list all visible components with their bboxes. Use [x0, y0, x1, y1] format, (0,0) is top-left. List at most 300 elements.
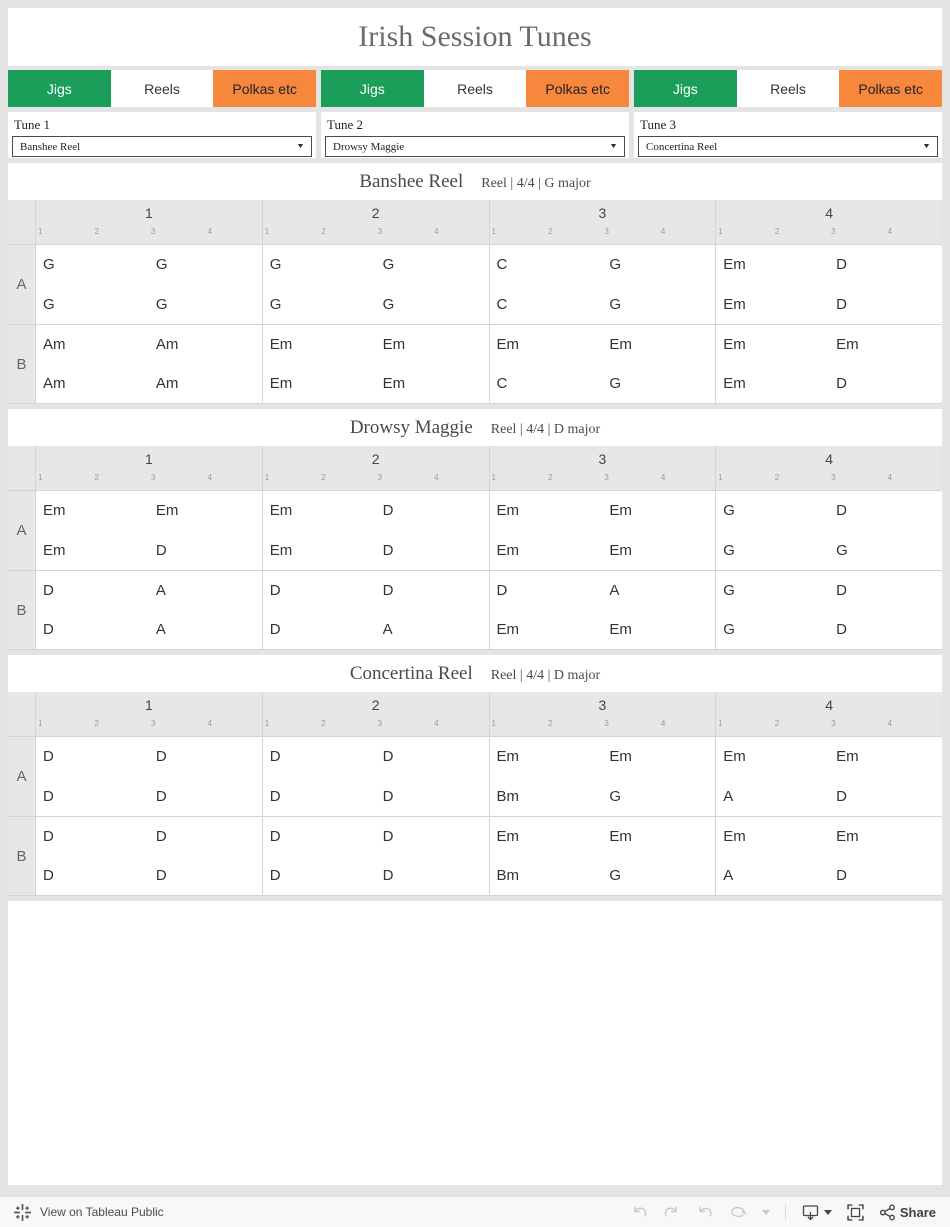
tune-section-header: [8, 163, 942, 200]
chord-line: [716, 531, 942, 571]
beat-number: 3: [150, 473, 156, 482]
bar-cell: [36, 817, 263, 895]
beat-row: [716, 470, 942, 490]
chord-mark[interactable]: A: [382, 621, 393, 638]
beat-number: 2: [94, 227, 99, 236]
grid-body: [8, 244, 942, 404]
chord-line: [263, 571, 489, 610]
chord-mark[interactable]: Bm: [496, 787, 519, 805]
chord-mark[interactable]: A: [723, 867, 734, 884]
bar-number: 2: [371, 697, 380, 713]
chord-line: [716, 571, 942, 610]
chord-mark[interactable]: D: [382, 787, 394, 805]
chord-mark[interactable]: Em: [496, 502, 519, 520]
chord-mark[interactable]: Am: [155, 375, 179, 392]
chord-mark[interactable]: Em: [609, 541, 632, 559]
chord-mark[interactable]: G: [155, 256, 168, 274]
beat-number: 2: [94, 719, 99, 728]
beat-number: 1: [264, 473, 270, 482]
chord-mark[interactable]: Em: [155, 502, 179, 520]
chord-line: [36, 325, 262, 364]
bar-header: [716, 692, 942, 736]
beat-number: 1: [38, 473, 43, 482]
chord-mark[interactable]: D: [269, 867, 281, 884]
chord-line: [490, 491, 716, 531]
filter-button-jigs[interactable]: Jigs: [8, 70, 111, 107]
chord-line: [716, 364, 942, 403]
share-button[interactable]: [879, 1204, 936, 1221]
bar-number: 2: [371, 451, 380, 467]
bar-cell: [263, 737, 490, 816]
beat-number: 2: [547, 473, 553, 482]
chord-mark[interactable]: D: [382, 828, 394, 845]
chord-line: [263, 737, 489, 777]
chord-mark[interactable]: G: [382, 256, 395, 274]
tune-meta: Reel | 4/4 | D major: [490, 422, 601, 437]
chord-mark[interactable]: A: [155, 621, 166, 638]
chord-line: [36, 777, 262, 817]
dropdown-caret-icon: ▼: [922, 143, 932, 150]
bar-number: 1: [144, 451, 153, 467]
chord-line: [36, 531, 262, 571]
chord-mark[interactable]: D: [269, 582, 281, 599]
toolbar-actions: [630, 1204, 936, 1221]
beat-number: 4: [660, 227, 666, 236]
tune-section-banshee-reel: [8, 163, 942, 404]
bar-cell: [36, 737, 263, 816]
chord-mark[interactable]: Em: [496, 828, 519, 845]
redo-button[interactable]: [663, 1205, 681, 1219]
bar-cell: [716, 571, 942, 649]
chord-mark[interactable]: G: [723, 502, 735, 520]
beat-number: 2: [94, 473, 99, 482]
bar-number: 2: [371, 205, 380, 221]
beat-row: [716, 716, 942, 736]
chord-mark[interactable]: Em: [269, 541, 293, 559]
grid-corner: [8, 446, 36, 490]
grid-header: [8, 446, 942, 490]
chord-line: [490, 571, 716, 610]
bar-cell: [490, 737, 717, 816]
tune-section-header: [8, 409, 942, 446]
tune-selector-row: [8, 112, 942, 158]
chord-mark[interactable]: Em: [723, 256, 746, 274]
chord-mark[interactable]: G: [269, 295, 282, 313]
chord-mark[interactable]: D: [382, 502, 394, 520]
chord-mark[interactable]: D: [382, 867, 394, 884]
beat-number: 2: [774, 473, 780, 482]
filter-button-polkas-etc[interactable]: Polkas etc: [839, 70, 942, 107]
chord-mark[interactable]: D: [43, 787, 54, 805]
filter-button-reels[interactable]: Reels: [737, 70, 840, 107]
bar-cell: [490, 817, 717, 895]
bar-header: [490, 446, 717, 490]
chord-mark[interactable]: Em: [43, 502, 66, 520]
beat-number: 3: [831, 227, 836, 236]
bar-cell: [36, 491, 263, 570]
beat-number: 4: [207, 473, 212, 482]
chord-mark[interactable]: C: [496, 375, 508, 392]
beat-number: 4: [434, 227, 439, 236]
view-on-tableau-public-link[interactable]: [14, 1204, 164, 1221]
bar-number: 3: [598, 451, 607, 467]
redo-icon: [663, 1205, 681, 1219]
chord-mark[interactable]: Em: [269, 375, 293, 392]
chord-mark[interactable]: G: [723, 621, 735, 638]
chord-mark[interactable]: Em: [836, 336, 859, 353]
chord-mark[interactable]: C: [496, 256, 508, 274]
chord-line: [716, 610, 942, 649]
bar-cell: [263, 571, 490, 649]
part-label: B: [8, 817, 36, 895]
bar-cell: [490, 571, 717, 649]
fullscreen-icon: [847, 1204, 864, 1221]
bar-number: 4: [825, 697, 834, 713]
chord-line: [716, 285, 942, 325]
chord-mark[interactable]: Em: [496, 748, 519, 766]
chord-line: [36, 610, 262, 649]
part-label: A: [8, 491, 36, 570]
bar-header: [263, 692, 490, 736]
chord-line: [36, 571, 262, 610]
chord-line: [716, 777, 942, 817]
filter-button-polkas-etc[interactable]: Polkas etc: [526, 70, 629, 107]
view-on-tableau-public-label: View on Tableau Public: [40, 1205, 164, 1219]
tune-meta: Reel | 4/4 | D major: [490, 668, 601, 683]
chord-line: [490, 325, 716, 364]
tune-select-1[interactable]: [12, 136, 312, 157]
chord-mark[interactable]: D: [382, 748, 394, 766]
chord-mark[interactable]: Em: [723, 295, 746, 313]
chord-mark[interactable]: Em: [382, 336, 406, 353]
tune-title: Drowsy Maggie: [349, 417, 473, 438]
chord-mark[interactable]: G: [609, 787, 622, 805]
tune-selector-label: Tune 2: [327, 117, 364, 132]
row-bars: [36, 737, 942, 816]
chord-mark[interactable]: D: [269, 787, 281, 805]
chord-line: [716, 325, 942, 364]
part-row-b: [8, 324, 942, 404]
bar-cell: [490, 325, 717, 403]
chord-mark[interactable]: D: [155, 828, 167, 845]
filter-button-jigs[interactable]: Jigs: [321, 70, 424, 107]
bar-cell: [36, 571, 263, 649]
chord-mark[interactable]: G: [43, 256, 55, 274]
beat-row: [263, 716, 489, 736]
row-bars: [36, 491, 942, 570]
filter-button-polkas-etc[interactable]: Polkas etc: [213, 70, 316, 107]
chord-line: [490, 856, 716, 895]
dropdown-caret-icon: ▼: [609, 143, 619, 150]
bar-header: [490, 692, 717, 736]
chord-line: [36, 491, 262, 531]
chord-line: [263, 491, 489, 531]
chord-mark[interactable]: D: [382, 541, 394, 559]
tune-section-drowsy-maggie: [8, 409, 942, 650]
chord-line: [490, 531, 716, 571]
chord-mark[interactable]: D: [43, 828, 54, 845]
dashboard-title-panel: [8, 8, 942, 66]
chord-mark[interactable]: D: [836, 375, 847, 392]
chord-line: [490, 285, 716, 325]
empty-canvas: [8, 901, 942, 1185]
bar-number: 1: [144, 205, 153, 221]
tune-section-header: [8, 655, 942, 692]
bar-cell: [263, 245, 490, 324]
chord-mark[interactable]: Bm: [496, 867, 519, 884]
beat-number: 2: [321, 473, 326, 482]
chord-line: [36, 817, 262, 856]
chord-mark[interactable]: D: [836, 256, 847, 274]
refresh-button[interactable]: [729, 1205, 747, 1219]
chord-mark[interactable]: Em: [723, 748, 746, 766]
chord-mark[interactable]: Em: [496, 541, 519, 559]
chord-mark[interactable]: D: [836, 295, 847, 313]
tune-select-3[interactable]: [638, 136, 938, 157]
fullscreen-button[interactable]: [847, 1204, 864, 1221]
part-label: A: [8, 245, 36, 324]
beat-number: 3: [604, 719, 609, 728]
selected-tune-value: Banshee Reel: [20, 140, 81, 153]
beat-number: 4: [887, 473, 893, 482]
tune-type-filter-row: [8, 70, 942, 107]
chord-mark[interactable]: D: [43, 621, 54, 638]
beat-row: [36, 224, 262, 244]
refresh-icon: [729, 1205, 747, 1219]
bar-cell: [36, 245, 263, 324]
chord-mark[interactable]: Am: [155, 336, 179, 353]
bar-header: [36, 692, 263, 736]
device-layout-caret-button[interactable]: [762, 1210, 770, 1215]
chord-mark[interactable]: C: [496, 295, 508, 313]
beat-number: 4: [434, 473, 439, 482]
chord-line: [36, 285, 262, 325]
bar-cell: [716, 245, 942, 324]
chord-mark[interactable]: Em: [43, 541, 66, 559]
filter-button-reels[interactable]: Reels: [424, 70, 527, 107]
bar-header: [263, 446, 490, 490]
chord-mark[interactable]: Am: [43, 336, 66, 353]
row-bars: [36, 245, 942, 324]
bar-cell: [263, 817, 490, 895]
chord-mark[interactable]: D: [155, 748, 167, 766]
share-button-label: Share: [899, 1204, 936, 1220]
chord-mark[interactable]: G: [269, 256, 282, 274]
beat-number: 1: [38, 227, 43, 236]
filter-group-3: [634, 70, 942, 107]
chord-mark[interactable]: D: [269, 748, 281, 766]
download-caret-icon: [824, 1210, 832, 1215]
beat-number: 1: [264, 719, 270, 728]
chord-line: [263, 285, 489, 325]
caret-down-icon: [762, 1210, 770, 1215]
chord-mark[interactable]: Em: [723, 375, 746, 392]
grid-corner: [8, 200, 36, 244]
chord-line: [263, 245, 489, 285]
chord-mark[interactable]: G: [609, 256, 622, 274]
filter-button-jigs[interactable]: Jigs: [634, 70, 737, 107]
beat-number: 3: [831, 719, 836, 728]
bar-cell: [36, 325, 263, 403]
chord-mark[interactable]: G: [155, 295, 168, 313]
download-icon: [801, 1204, 820, 1221]
chord-line: [263, 610, 489, 649]
chord-mark[interactable]: Em: [269, 502, 293, 520]
chord-mark[interactable]: Em: [836, 748, 859, 766]
bar-cell: [490, 245, 717, 324]
chord-mark[interactable]: G: [723, 582, 735, 599]
chord-mark[interactable]: Em: [609, 502, 632, 520]
chord-mark[interactable]: G: [723, 541, 735, 559]
beat-number: 3: [377, 473, 383, 482]
tune-selector-label: Tune 3: [640, 117, 677, 132]
beat-number: 1: [718, 473, 723, 482]
chord-mark[interactable]: D: [836, 582, 847, 599]
tune-title: Banshee Reel: [359, 171, 464, 192]
chord-mark[interactable]: D: [496, 582, 508, 599]
chord-mark[interactable]: D: [382, 582, 394, 599]
chord-mark[interactable]: G: [836, 541, 848, 559]
chord-mark[interactable]: Em: [609, 336, 632, 353]
chord-mark[interactable]: D: [155, 787, 167, 805]
chord-mark[interactable]: G: [609, 375, 622, 392]
chord-mark[interactable]: D: [836, 621, 847, 638]
chord-mark[interactable]: D: [269, 828, 281, 845]
grid-body: [8, 490, 942, 650]
chord-mark[interactable]: G: [609, 867, 622, 884]
chord-mark[interactable]: Em: [723, 828, 746, 845]
bar-cell: [490, 491, 717, 570]
bar-cell: [716, 737, 942, 816]
download-button[interactable]: [801, 1204, 832, 1221]
chord-mark[interactable]: Am: [43, 375, 66, 392]
chord-line: [36, 737, 262, 777]
chord-mark[interactable]: D: [269, 621, 281, 638]
chord-mark[interactable]: Em: [496, 621, 519, 638]
revert-button[interactable]: [696, 1205, 714, 1219]
bar-header: [263, 200, 490, 244]
grid-header: [8, 200, 942, 244]
grid-header: [8, 692, 942, 736]
tableau-toolbar: [0, 1196, 950, 1227]
beat-number: 2: [547, 227, 553, 236]
chord-mark[interactable]: D: [155, 541, 167, 559]
chord-mark[interactable]: G: [43, 295, 55, 313]
tune-selector-panel-3: [634, 112, 942, 158]
filter-button-reels[interactable]: Reels: [111, 70, 214, 107]
beat-row: [490, 716, 716, 736]
beat-number: 3: [377, 719, 383, 728]
beat-row: [36, 470, 262, 490]
beat-number: 3: [377, 227, 383, 236]
beat-number: 4: [660, 473, 666, 482]
chord-mark[interactable]: G: [382, 295, 395, 313]
beat-number: 2: [547, 719, 553, 728]
chord-mark[interactable]: G: [609, 295, 622, 313]
chord-mark[interactable]: Em: [382, 375, 406, 392]
page-title: Irish Session Tunes: [358, 20, 592, 53]
beat-number: 4: [207, 227, 212, 236]
chord-mark[interactable]: A: [723, 787, 734, 805]
chord-line: [490, 817, 716, 856]
dashboard: [8, 8, 942, 1185]
bar-cell: [263, 491, 490, 570]
chord-line: [716, 491, 942, 531]
beat-number: 1: [264, 227, 270, 236]
chord-line: [490, 737, 716, 777]
grid-corner: [8, 692, 36, 736]
bar-number: 4: [825, 451, 834, 467]
chord-line: [490, 610, 716, 649]
beat-number: 4: [660, 719, 666, 728]
chord-mark[interactable]: D: [43, 867, 54, 884]
chord-mark[interactable]: D: [836, 867, 847, 884]
beat-number: 1: [718, 719, 723, 728]
chord-mark[interactable]: Em: [269, 336, 293, 353]
tune-select-2[interactable]: [325, 136, 625, 157]
chord-mark[interactable]: D: [43, 582, 54, 599]
chord-mark[interactable]: D: [836, 787, 847, 805]
bar-cell: [263, 325, 490, 403]
beat-row: [490, 224, 716, 244]
beat-number: 1: [491, 227, 496, 236]
chord-mark[interactable]: Em: [609, 828, 632, 845]
part-row-a: [8, 244, 942, 324]
beat-number: 3: [150, 719, 156, 728]
chord-mark[interactable]: D: [836, 502, 847, 520]
beat-number: 2: [321, 227, 326, 236]
chord-mark[interactable]: A: [155, 582, 166, 599]
chord-mark[interactable]: Em: [723, 336, 746, 353]
beat-row: [36, 716, 262, 736]
chord-mark[interactable]: Em: [609, 621, 632, 638]
bar-cell: [716, 817, 942, 895]
bar-number: 3: [598, 697, 607, 713]
tune-section-concertina-reel: [8, 655, 942, 896]
part-label: B: [8, 571, 36, 649]
chord-line: [490, 777, 716, 817]
tableau-logo-icon: [14, 1204, 31, 1221]
part-row-b: [8, 570, 942, 650]
chord-mark[interactable]: A: [609, 582, 620, 599]
chord-mark[interactable]: Em: [836, 828, 859, 845]
bar-cell: [716, 325, 942, 403]
bar-header: [716, 446, 942, 490]
tune-selector-panel-1: [8, 112, 316, 158]
chord-mark[interactable]: Em: [496, 336, 519, 353]
chord-mark[interactable]: Em: [609, 748, 632, 766]
part-row-a: [8, 736, 942, 816]
chord-mark[interactable]: D: [155, 867, 167, 884]
tune-selector-panel-2: [321, 112, 629, 158]
bar-cell: [716, 491, 942, 570]
beat-number: 3: [604, 473, 609, 482]
chord-line: [263, 325, 489, 364]
chord-line: [490, 364, 716, 403]
tune-selector-label: Tune 1: [14, 117, 51, 132]
bar-header: [716, 200, 942, 244]
bar-header: [36, 446, 263, 490]
bar-number: 4: [825, 205, 834, 221]
beat-number: 4: [887, 719, 893, 728]
beat-number: 1: [38, 719, 43, 728]
part-row-a: [8, 490, 942, 570]
undo-button[interactable]: [630, 1205, 648, 1219]
chord-mark[interactable]: D: [43, 748, 54, 766]
chord-line: [490, 245, 716, 285]
chord-line: [263, 856, 489, 895]
grid-body: [8, 736, 942, 896]
